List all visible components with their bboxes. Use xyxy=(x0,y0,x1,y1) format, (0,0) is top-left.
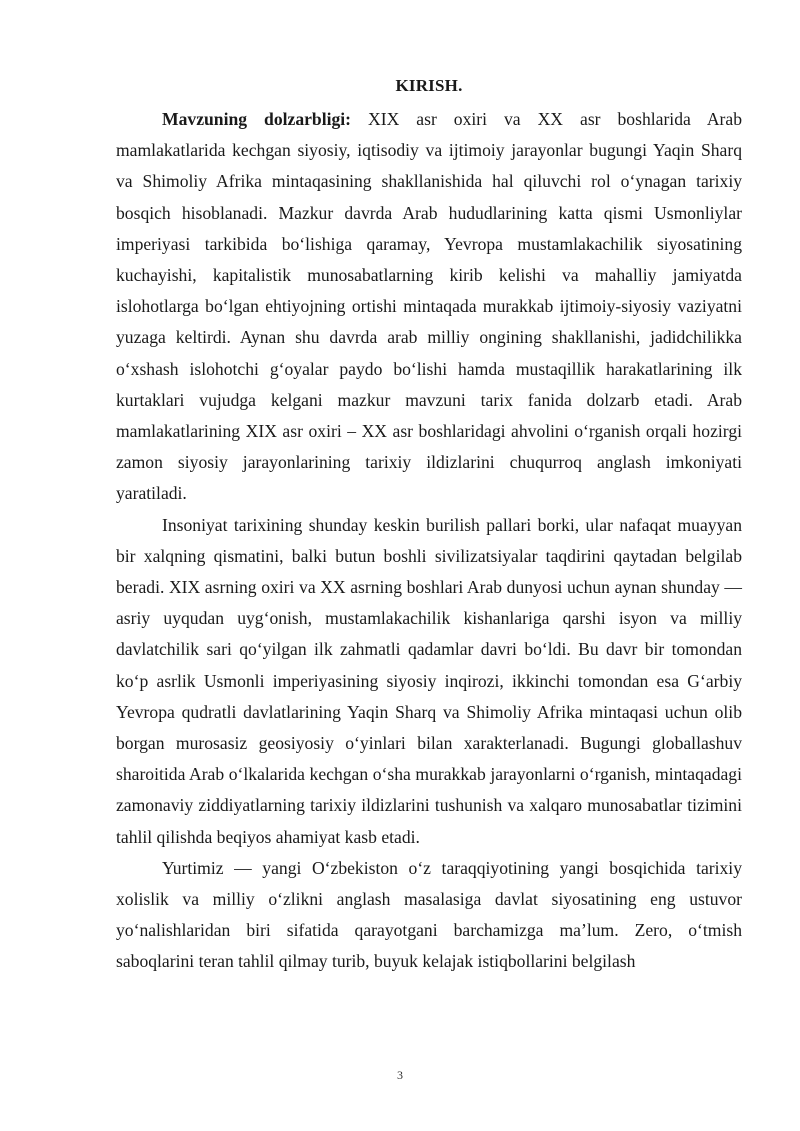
page-body xyxy=(116,72,742,978)
paragraph-text: Insoniyat tarixining shunday keskin burilish pallari borki, ular nafaqat muayyan bir xalqning qismatini, balki butun boshli sivilizatsiyalar taqdirini qaytadan belgilab beradi. XIX asrning oxiri va XX asrning boshlari Arab dunyosi uchun aynan shunday — asriy uyqudan uygʻonish, mustamlakachilik kishanlariga qarshi isyon va milliy davlatchilik sari qoʻyilgan ilk zahmatli qadamlar davri boʻldi. Bu davr bir tomondan koʻp asrlik Usmonli imperiyasining siyosiy inqirozi, ikkinchi tomondan esa Gʻarbiy Yevropa qudratli davlatlarining Yaqin Sharq va Shimoliy Afrika mintaqasi uchun olib borgan murosasiz geosiyosiy oʻyinlari bilan xarakterlanadi. Bugungi globallashuv sharoitida Arab oʻlkalarida kechgan oʻsha murakkab jarayonlarni oʻrganish, mintaqadagi zamonaviy ziddiyatlarning tarixiy ildizlarini tushunish va xalqaro munosabatlar tizimini tahlil qilishda beqiyos ahamiyat kasb etadi. xyxy=(116,514,742,847)
paragraph-uzbekistan xyxy=(116,853,742,978)
paragraph-text: XIX asr oxiri va XX asr boshlarida Arab mamlakatlarida kechgan siyosiy, iqtisodiy va ijtimoiy jarayonlar bugungi Yaqin Sharq va Shimoliy Afrika mintaqasining shakllanishida hal qiluvchi rol oʻynagan tarixiy bosqich hisoblanadi. Mazkur davrda Arab hududlarining katta qismi Usmonliylar imperiyasi tarkibida boʻlishiga qaramay, Yevropa mustamlakachilik siyosatining kuchayishi, kapitalistik munosabatlarning kirib kelishi va mahalliy jamiyatda islohotlarga boʻlgan ehtiyojning ortishi mintaqada murakkab ijtimoiy-siyosiy vaziyatni yuzaga keltirdi. Aynan shu davrda arab milliy ongining shakllanishi, jadidchilikka oʻxshash islohotchi gʻoyalar paydo boʻlishi hamda mustaqillik harakatlarining ilk kurtaklari vujudga kelgani mazkur mavzuni tarix fanida dolzarb etadi. Arab mamlakatlarining XIX asr oxiri – XX asr boshlaridagi ahvolini oʻrganish orqali hozirgi zamon siyosiy jarayonlarining tarixiy ildizlarini chuqurroq anglash imkoniyati yaratiladi. xyxy=(116,109,742,504)
paragraph-relevance xyxy=(116,104,742,510)
page-title: KIRISH. xyxy=(395,76,463,95)
paragraph-history xyxy=(116,510,742,853)
paragraph-text: Yurtimiz — yangi Oʻzbekiston oʻz taraqqiyotining yangi bosqichida tarixiy xolislik va milliy oʻzlikni anglash masalasiga davlat siyosatining eng ustuvor yoʻnalishlaridan biri sifatida qarayotgani barchamizga maʼlum. Zero, oʻtmish saboqlarini teran tahlil qilmay turib, buyuk kelajak istiqbollarini belgilash xyxy=(116,857,742,972)
paragraph-lead-label: Mavzuning dolzarbligi: xyxy=(162,109,352,129)
page-number: 3 xyxy=(397,1068,403,1082)
